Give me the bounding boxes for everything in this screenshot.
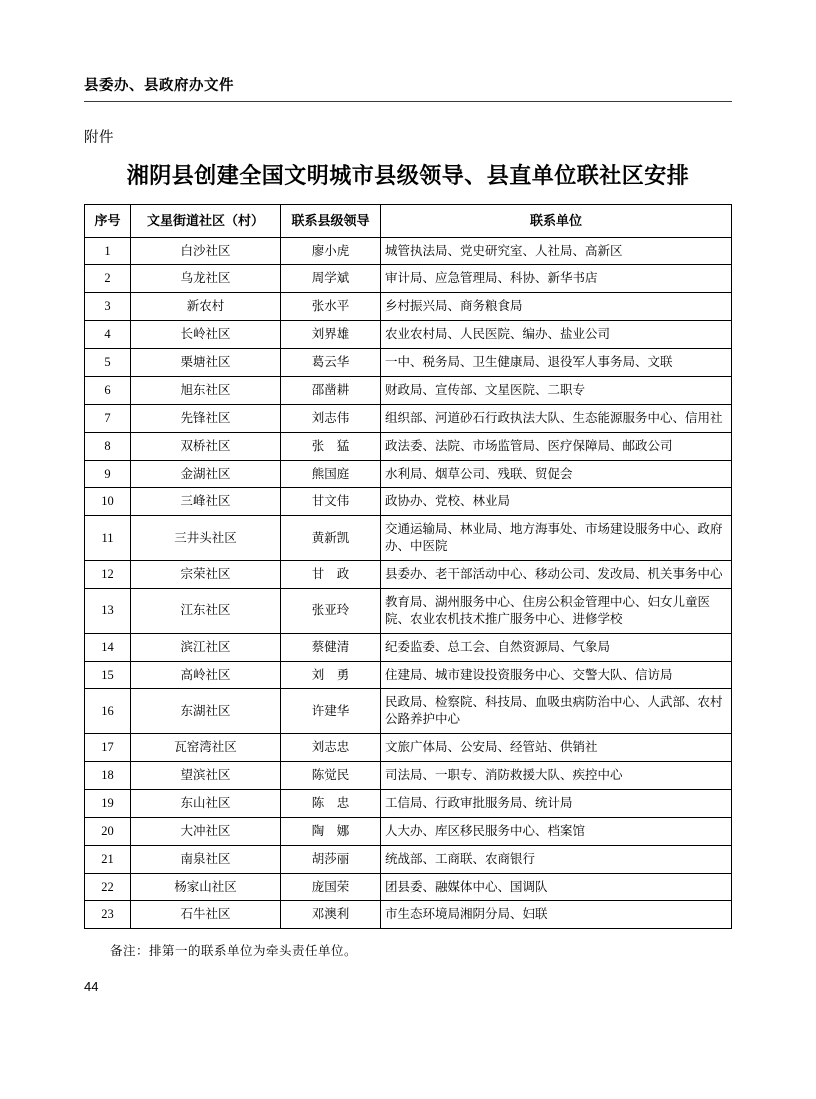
row-leader: 刘 勇 xyxy=(281,661,381,689)
column-header-units: 联系单位 xyxy=(381,205,732,238)
table-row xyxy=(85,762,732,790)
row-units: 住建局、城市建设投资服务中心、交警大队、信访局 xyxy=(381,661,732,689)
table-note: 备注：排第一的联系单位为牵头责任单位。 xyxy=(110,944,358,959)
table-row xyxy=(85,349,732,377)
row-units: 教育局、湖州服务中心、住房公积金管理中心、妇女儿童医院、农业农机技术推广服务中心、进修学校 xyxy=(381,588,732,633)
row-index: 2 xyxy=(85,265,131,293)
table-body xyxy=(85,237,732,929)
row-leader: 胡莎丽 xyxy=(281,845,381,873)
assignment-table xyxy=(84,204,732,929)
row-community: 东湖社区 xyxy=(131,689,281,734)
row-index: 20 xyxy=(85,817,131,845)
row-index: 5 xyxy=(85,349,131,377)
row-leader: 邓澳利 xyxy=(281,901,381,929)
row-index: 21 xyxy=(85,845,131,873)
row-units: 民政局、检察院、科技局、血吸虫病防治中心、人武部、农村公路养护中心 xyxy=(381,689,732,734)
table-row xyxy=(85,432,732,460)
row-units: 政协办、党校、林业局 xyxy=(381,488,732,516)
table-row xyxy=(85,661,732,689)
page-number: 44 xyxy=(84,979,99,995)
row-community: 南泉社区 xyxy=(131,845,281,873)
row-units: 统战部、工商联、农商银行 xyxy=(381,845,732,873)
row-leader: 许建华 xyxy=(281,689,381,734)
row-units: 工信局、行政审批服务局、统计局 xyxy=(381,789,732,817)
table-row xyxy=(85,376,732,404)
row-community: 旭东社区 xyxy=(131,376,281,404)
row-leader: 邵凿耕 xyxy=(281,376,381,404)
row-leader: 刘界雄 xyxy=(281,321,381,349)
column-header-leader: 联系县级领导 xyxy=(281,205,381,238)
column-header-community: 文星街道社区（村） xyxy=(131,205,281,238)
table-header-row xyxy=(85,205,732,238)
row-community: 石牛社区 xyxy=(131,901,281,929)
row-community: 三井头社区 xyxy=(131,516,281,561)
table-row xyxy=(85,845,732,873)
row-community: 三峰社区 xyxy=(131,488,281,516)
row-units: 县委办、老干部活动中心、移动公司、发改局、机关事务中心 xyxy=(381,561,732,589)
row-leader: 陶 娜 xyxy=(281,817,381,845)
row-units: 一中、税务局、卫生健康局、退役军人事务局、文联 xyxy=(381,349,732,377)
row-community: 双桥社区 xyxy=(131,432,281,460)
row-leader: 张水平 xyxy=(281,293,381,321)
page-title: 湘阴县创建全国文明城市县级领导、县直单位联社区安排 xyxy=(126,163,690,188)
row-community: 东山社区 xyxy=(131,789,281,817)
row-index: 14 xyxy=(85,633,131,661)
row-index: 11 xyxy=(85,516,131,561)
row-community: 金湖社区 xyxy=(131,460,281,488)
row-units: 组织部、河道砂石行政执法大队、生态能源服务中心、信用社 xyxy=(381,404,732,432)
row-units: 城管执法局、党史研究室、人社局、高新区 xyxy=(381,237,732,265)
row-units: 纪委监委、总工会、自然资源局、气象局 xyxy=(381,633,732,661)
row-index: 15 xyxy=(85,661,131,689)
header-divider xyxy=(84,101,732,102)
row-leader: 熊国庭 xyxy=(281,460,381,488)
row-index: 19 xyxy=(85,789,131,817)
row-leader: 陈觉民 xyxy=(281,762,381,790)
row-community: 长岭社区 xyxy=(131,321,281,349)
row-leader: 庞国荣 xyxy=(281,873,381,901)
row-index: 3 xyxy=(85,293,131,321)
table-row xyxy=(85,734,732,762)
row-index: 7 xyxy=(85,404,131,432)
row-units: 农业农村局、人民医院、编办、盐业公司 xyxy=(381,321,732,349)
row-index: 23 xyxy=(85,901,131,929)
row-units: 团县委、融媒体中心、国调队 xyxy=(381,873,732,901)
table-row xyxy=(85,901,732,929)
row-leader: 张亚玲 xyxy=(281,588,381,633)
row-units: 政法委、法院、市场监管局、医疗保障局、邮政公司 xyxy=(381,432,732,460)
row-leader: 刘志伟 xyxy=(281,404,381,432)
row-index: 12 xyxy=(85,561,131,589)
row-leader: 陈 忠 xyxy=(281,789,381,817)
row-community: 望滨社区 xyxy=(131,762,281,790)
row-index: 9 xyxy=(85,460,131,488)
row-index: 22 xyxy=(85,873,131,901)
row-leader: 葛云华 xyxy=(281,349,381,377)
row-community: 杨家山社区 xyxy=(131,873,281,901)
row-leader: 甘文伟 xyxy=(281,488,381,516)
table-row xyxy=(85,633,732,661)
row-index: 13 xyxy=(85,588,131,633)
column-header-index: 序号 xyxy=(85,205,131,238)
row-units: 乡村振兴局、商务粮食局 xyxy=(381,293,732,321)
attachment-label: 附件 xyxy=(84,130,114,146)
row-units: 交通运输局、林业局、地方海事处、市场建设服务中心、政府办、中医院 xyxy=(381,516,732,561)
row-community: 高岭社区 xyxy=(131,661,281,689)
row-community: 栗塘社区 xyxy=(131,349,281,377)
row-community: 乌龙社区 xyxy=(131,265,281,293)
table-row xyxy=(85,404,732,432)
row-community: 宗荣社区 xyxy=(131,561,281,589)
row-leader: 张 猛 xyxy=(281,432,381,460)
table-row xyxy=(85,265,732,293)
row-index: 17 xyxy=(85,734,131,762)
row-index: 18 xyxy=(85,762,131,790)
row-community: 江东社区 xyxy=(131,588,281,633)
row-index: 16 xyxy=(85,689,131,734)
row-leader: 廖小虎 xyxy=(281,237,381,265)
row-community: 大冲社区 xyxy=(131,817,281,845)
table-row xyxy=(85,516,732,561)
row-index: 4 xyxy=(85,321,131,349)
row-leader: 甘 政 xyxy=(281,561,381,589)
table-row xyxy=(85,488,732,516)
row-community: 白沙社区 xyxy=(131,237,281,265)
row-units: 财政局、宣传部、文星医院、二职专 xyxy=(381,376,732,404)
row-units: 司法局、一职专、消防救援大队、疾控中心 xyxy=(381,762,732,790)
row-index: 8 xyxy=(85,432,131,460)
row-index: 1 xyxy=(85,237,131,265)
table-row xyxy=(85,460,732,488)
table-row xyxy=(85,789,732,817)
table-row xyxy=(85,237,732,265)
table-row xyxy=(85,293,732,321)
row-units: 水利局、烟草公司、残联、贸促会 xyxy=(381,460,732,488)
row-units: 市生态环境局湘阴分局、妇联 xyxy=(381,901,732,929)
row-leader: 周学斌 xyxy=(281,265,381,293)
row-leader: 黄新凯 xyxy=(281,516,381,561)
row-community: 新农村 xyxy=(131,293,281,321)
row-units: 文旅广体局、公安局、经管站、供销社 xyxy=(381,734,732,762)
table-row xyxy=(85,817,732,845)
row-leader: 蔡健清 xyxy=(281,633,381,661)
row-index: 6 xyxy=(85,376,131,404)
table-row xyxy=(85,588,732,633)
running-head: 县委办、县政府办文件 xyxy=(84,78,234,94)
row-community: 先锋社区 xyxy=(131,404,281,432)
row-index: 10 xyxy=(85,488,131,516)
row-leader: 刘志忠 xyxy=(281,734,381,762)
row-community: 瓦窑湾社区 xyxy=(131,734,281,762)
row-units: 人大办、库区移民服务中心、档案馆 xyxy=(381,817,732,845)
table-row xyxy=(85,561,732,589)
table-row xyxy=(85,689,732,734)
row-units: 审计局、应急管理局、科协、新华书店 xyxy=(381,265,732,293)
table-row xyxy=(85,321,732,349)
table-row xyxy=(85,873,732,901)
row-community: 滨江社区 xyxy=(131,633,281,661)
